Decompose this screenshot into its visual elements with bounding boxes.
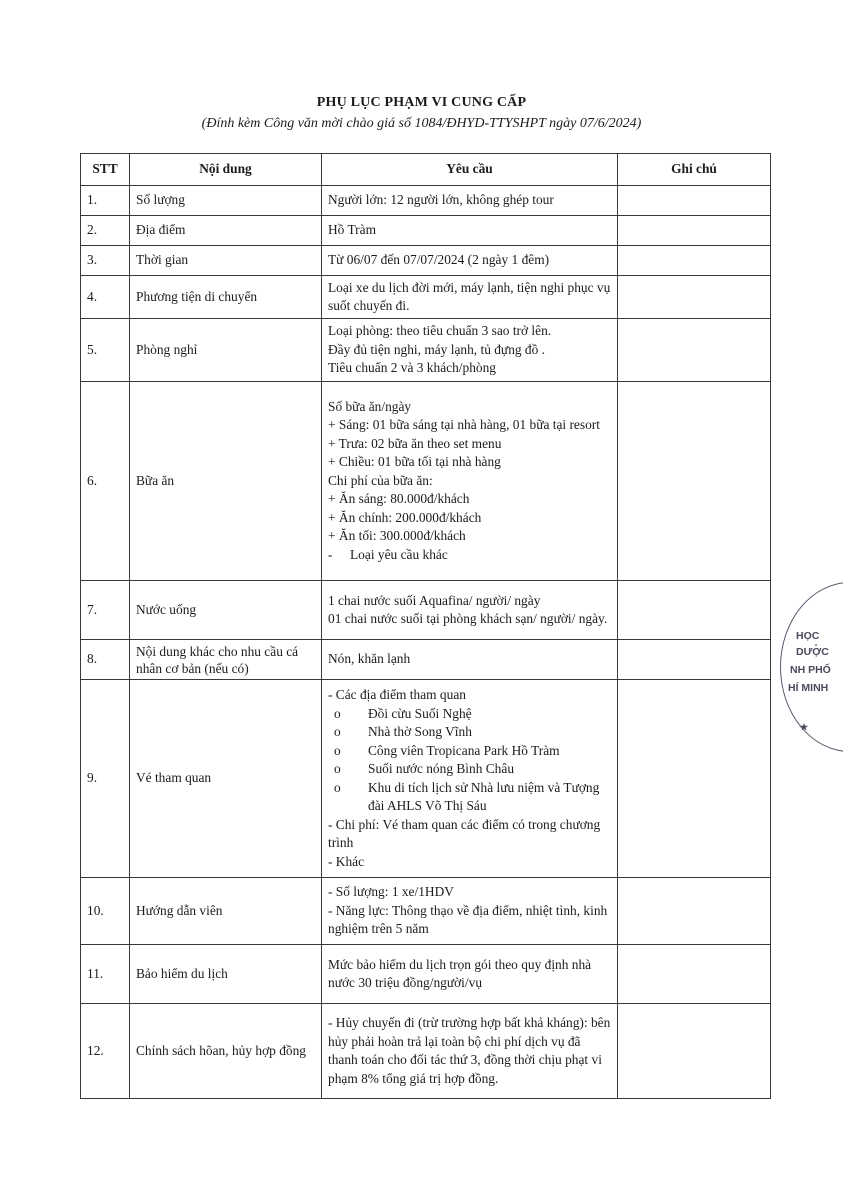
- row-stt: 11.: [81, 945, 130, 1004]
- req-line: Đầy đủ tiện nghi, máy lạnh, tủ đựng đồ .: [328, 341, 546, 357]
- row-requirement: [322, 382, 618, 581]
- row-requirement: [322, 581, 618, 640]
- req-line: Loại xe du lịch đời mới, máy lạnh, tiện nghi phục vụ suốt chuyến đi.: [328, 279, 611, 313]
- row-note: [618, 581, 771, 640]
- table-row: [81, 186, 771, 216]
- row-content: Bảo hiểm du lịch: [130, 945, 322, 1004]
- req-subitem: o Suối nước nóng Bình Châu: [334, 761, 515, 776]
- table-row: [81, 1004, 771, 1099]
- table-row: [81, 680, 771, 878]
- req-subitem: o Đồi cừu Suối Nghệ: [334, 705, 472, 721]
- row-content: Số lượng: [130, 186, 322, 216]
- req-line: Tiêu chuẩn 2 và 3 khách/phòng: [328, 360, 496, 376]
- row-stt: 2.: [81, 216, 130, 246]
- req-line: - Năng lực: Thông thạo về địa điểm, nhiệt tình, kinh nghiệm trên 5 năm: [328, 902, 608, 937]
- row-note: [618, 382, 771, 581]
- col-header-requirement: Yêu cầu: [322, 154, 618, 186]
- row-stt: 1.: [81, 186, 130, 216]
- row-requirement: [322, 680, 618, 878]
- req-subitem: o Công viên Tropicana Park Hồ Tràm: [334, 742, 560, 758]
- table-row: [81, 276, 771, 319]
- req-subitem: o Khu di tích lịch sử Nhà lưu niệm và Tượng đài AHLS Võ Thị Sáu: [334, 779, 600, 813]
- row-content: Hướng dẫn viên: [130, 878, 322, 945]
- row-stt: 12.: [81, 1004, 130, 1099]
- row-note: [618, 276, 771, 319]
- row-requirement: [322, 319, 618, 382]
- table-row: [81, 319, 771, 382]
- col-header-stt: STT: [81, 154, 130, 186]
- row-stt: 4.: [81, 276, 130, 319]
- row-requirement: [322, 878, 618, 945]
- table-row: [81, 581, 771, 640]
- req-line: Loại phòng: theo tiêu chuẩn 3 sao trở lên.: [328, 323, 552, 339]
- req-line: Người lớn: 12 người lớn, không ghép tour: [328, 192, 554, 208]
- req-line: - Số lượng: 1 xe/1HDV: [328, 884, 454, 900]
- row-requirement: [322, 246, 618, 276]
- row-stt: 6.: [81, 382, 130, 581]
- seal-text: HÍ MINH: [788, 682, 829, 694]
- req-line: Từ 06/07 đến 07/07/2024 (2 ngày 1 đêm): [328, 252, 550, 268]
- row-requirement: [322, 216, 618, 246]
- req-line: + Sáng: 01 bữa sáng tại nhà hàng, 01 bữa tại resort: [328, 417, 600, 433]
- table-row: [81, 640, 771, 680]
- row-requirement: [322, 1004, 618, 1099]
- table-row: [81, 382, 771, 581]
- row-requirement: [322, 276, 618, 319]
- req-line: - Khác: [328, 853, 365, 869]
- seal-star-icon: ★: [800, 722, 809, 732]
- req-line: 01 chai nước suối tại phòng khách sạn/ người/ ngày.: [328, 611, 608, 626]
- seal-text: NH PHỐ: [790, 664, 831, 676]
- row-content: Vé tham quan: [130, 680, 322, 878]
- row-content: Thời gian: [130, 246, 322, 276]
- req-line: + Trưa: 02 bữa ăn theo set menu: [328, 435, 502, 451]
- col-header-note: Ghi chú: [618, 154, 771, 186]
- table-row: [81, 945, 771, 1004]
- req-line: Hồ Tràm: [328, 222, 376, 238]
- table-row: [81, 216, 771, 246]
- req-line: Số bữa ăn/ngày: [328, 398, 412, 414]
- req-line: + Ăn chính: 200.000đ/khách: [328, 509, 482, 525]
- seal-text: DƯỢC: [796, 646, 829, 658]
- official-seal: [780, 582, 843, 752]
- seal-text: HỌC: [796, 630, 820, 642]
- row-note: [618, 878, 771, 945]
- scope-table: [80, 153, 771, 1099]
- row-requirement: [322, 945, 618, 1004]
- table-header-row: [81, 154, 771, 186]
- page-subtitle: (Đính kèm Công văn mời chào giá số 1084/ĐHYD-TTYSHPT ngày 07/6/2024): [201, 116, 642, 131]
- row-stt: 9.: [81, 680, 130, 878]
- row-note: [618, 246, 771, 276]
- row-content: Phòng nghỉ: [130, 319, 322, 382]
- row-stt: 8.: [81, 640, 130, 680]
- row-stt: 3.: [81, 246, 130, 276]
- row-note: [618, 640, 771, 680]
- req-line: 1 chai nước suối Aquafina/ người/ ngày: [328, 592, 541, 608]
- req-line: Mức bảo hiểm du lịch trọn gói theo quy định nhà nước 30 triệu đồng/người/vụ: [328, 956, 592, 990]
- req-line: Chi phí của bữa ăn:: [328, 472, 433, 488]
- row-content: Phương tiện di chuyển: [130, 276, 322, 319]
- req-line: Nón, khăn lạnh: [328, 651, 411, 667]
- row-stt: 7.: [81, 581, 130, 640]
- table-row: [81, 246, 771, 276]
- row-content: Địa điểm: [130, 216, 322, 246]
- table-row: [81, 878, 771, 945]
- req-line: - Chi phí: Vé tham quan các điểm có trong chương trình: [328, 816, 601, 850]
- req-line: + Chiều: 01 bữa tối tại nhà hàng: [328, 454, 501, 470]
- row-note: [618, 186, 771, 216]
- row-note: [618, 680, 771, 878]
- page-title: PHỤ LỤC PHẠM VI CUNG CẤP: [316, 95, 527, 110]
- row-note: [618, 945, 771, 1004]
- col-header-content: Nội dung: [130, 154, 322, 186]
- row-note: [618, 216, 771, 246]
- req-line: + Ăn tối: 300.000đ/khách: [328, 528, 466, 544]
- row-stt: 5.: [81, 319, 130, 382]
- row-requirement: [322, 640, 618, 680]
- row-content: Bữa ăn: [130, 382, 322, 581]
- row-requirement: [322, 186, 618, 216]
- req-line: + Ăn sáng: 80.000đ/khách: [328, 491, 470, 507]
- row-content: Nội dung khác cho nhu cầu cá nhân cơ bản (nếu có): [130, 640, 322, 680]
- row-note: [618, 319, 771, 382]
- row-note: [618, 1004, 771, 1099]
- row-content: Nước uống: [130, 581, 322, 640]
- row-content: Chính sách hõan, hủy hợp đồng: [130, 1004, 322, 1099]
- req-line: - Hủy chuyến đi (trừ trường hợp bất khả kháng): bên hủy phải hoàn trả lại toàn bộ chi phí dịch vụ đã thanh toán cho đối tác thứ 3, đồng thời chịu phạt vi phạm 8% tổng giá trị hợp đồng.: [328, 1015, 611, 1086]
- row-stt: 10.: [81, 878, 130, 945]
- req-dash-item: - Loại yêu cầu khác: [328, 546, 448, 562]
- req-line: - Các địa điểm tham quan: [328, 687, 466, 702]
- req-subitem: o Nhà thờ Song Vĩnh: [334, 724, 472, 739]
